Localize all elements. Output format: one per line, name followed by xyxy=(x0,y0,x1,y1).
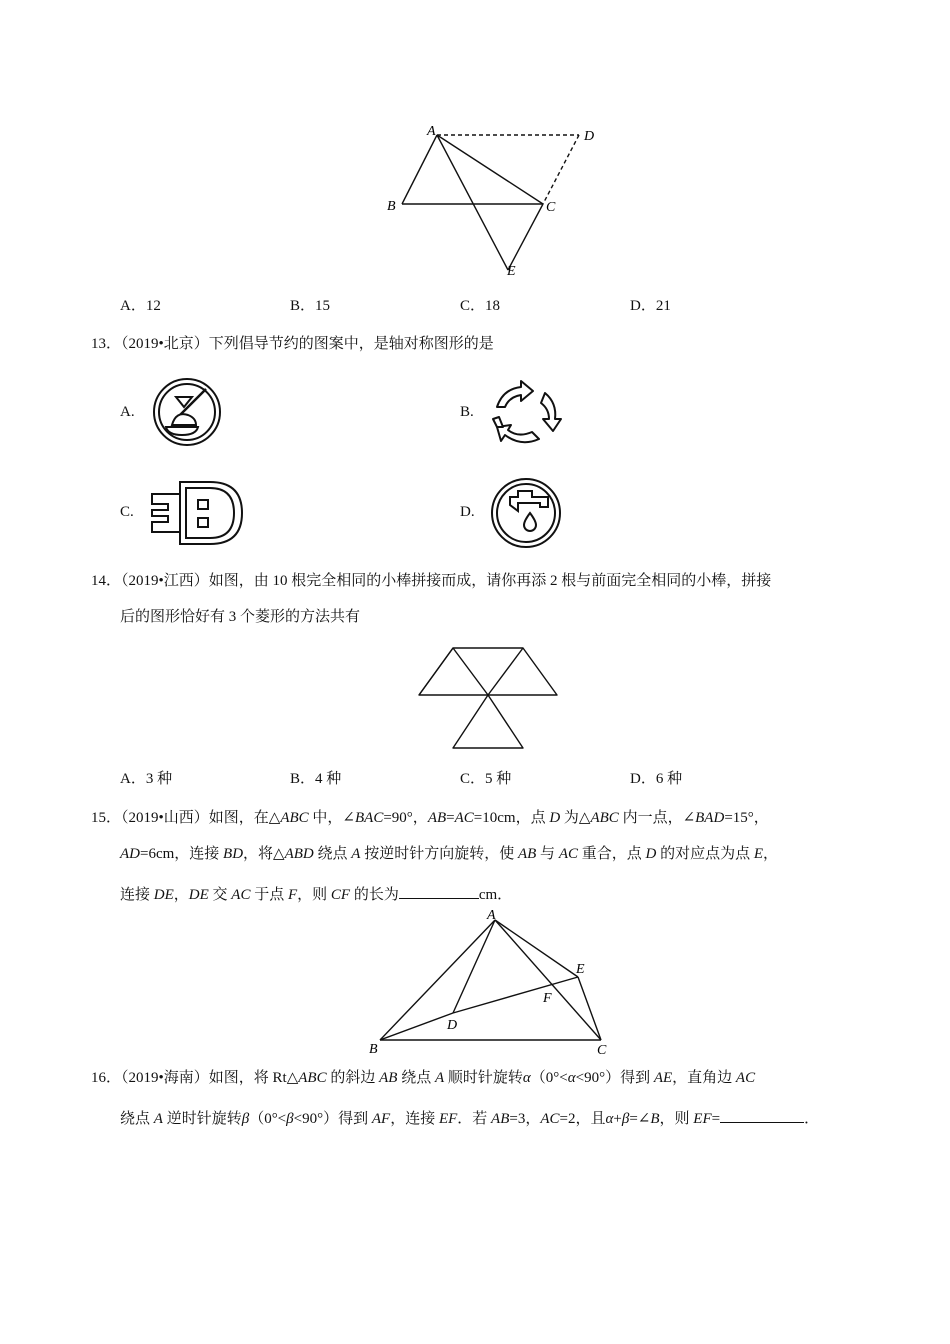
label-d: D xyxy=(447,1018,458,1033)
q15-number: 15． xyxy=(91,810,122,826)
label-d: D xyxy=(584,129,595,144)
label-b: B xyxy=(369,1042,378,1057)
q15-answer-blank[interactable] xyxy=(399,884,479,899)
q14-source: （2019•江西） xyxy=(121,573,209,589)
label-a: A xyxy=(427,124,436,139)
label-a: A xyxy=(487,908,496,923)
q16-line1: 16．（2019•海南）如图，将 Rt△ABC 的斜边 AB 绕点 A 顺时针旋转α（0°<α<90°）得到 AE，直角边 AC xyxy=(91,1070,756,1086)
q12-option-d[interactable]: D．21 xyxy=(630,298,671,314)
q13-option-d-label[interactable]: D. xyxy=(460,504,475,520)
q15-source: （2019•山西） xyxy=(121,810,209,826)
q14-line1: 14．（2019•江西）如图，由 10 根完全相同的小棒拼接而成，请你再添 2 根与前面完全相同的小棒，拼接 xyxy=(91,573,772,589)
q16-line2: 绕点 A 逆时针旋转β（0°<β<90°）得到 AF，连接 EF．若 AB=3，AC=2，且α+β=∠B，则 EF= ． xyxy=(120,1108,819,1127)
q13-text: 下列倡导节约的图案中，是轴对称图形的是 xyxy=(208,336,494,352)
q14-number: 14． xyxy=(91,573,122,589)
label-c: C xyxy=(546,200,556,215)
power-plug-icon xyxy=(150,478,250,548)
q14-option-d[interactable]: D．6 种 xyxy=(630,771,683,787)
label-c: C xyxy=(597,1043,607,1058)
q15-figure xyxy=(365,905,620,1060)
recycle-arrows-icon xyxy=(485,375,565,450)
label-e: E xyxy=(507,264,516,279)
q14-line2: 后的图形恰好有 3 个菱形的方法共有 xyxy=(120,609,361,625)
q13-option-b-label[interactable]: B. xyxy=(460,404,474,420)
label-f: F xyxy=(543,991,552,1006)
q13-number: 13． xyxy=(91,336,122,352)
q12-option-a[interactable]: A．12 xyxy=(120,298,161,314)
q14-option-b[interactable]: B．4 种 xyxy=(290,771,342,787)
q13-option-c-label[interactable]: C. xyxy=(120,504,134,520)
faucet-drop-icon xyxy=(488,475,564,551)
q12-option-c[interactable]: C．18 xyxy=(460,298,501,314)
q16-answer-blank[interactable] xyxy=(720,1108,804,1123)
q14-figure xyxy=(415,640,565,755)
q13-source: （2019•北京） xyxy=(121,336,209,352)
q15-line3: 连接 DE，DE 交 AC 于点 F，则 CF 的长为 cm． xyxy=(120,884,512,903)
q15-line1: 15．（2019•山西）如图，在△ABC 中，∠BAC=90°，AB=AC=10cm，点 D 为△ABC 内一点，∠BAD=15°， xyxy=(91,810,769,826)
q12-figure xyxy=(380,122,600,282)
q15-line2: AD=6cm，连接 BD，将△ABD 绕点 A 按逆时针方向旋转，使 AB 与 AC 重合，点 D 的对应点为点 E， xyxy=(120,846,779,862)
q14-option-c[interactable]: C．5 种 xyxy=(460,771,512,787)
q14-option-a[interactable]: A．3 种 xyxy=(120,771,173,787)
q16-source: （2019•海南） xyxy=(121,1070,209,1086)
q16-number: 16． xyxy=(91,1070,122,1086)
q13-option-a-label[interactable]: A. xyxy=(120,404,135,420)
label-b: B xyxy=(387,199,396,214)
q12-option-b[interactable]: B．15 xyxy=(290,298,331,314)
label-e: E xyxy=(576,962,585,977)
q13-stem xyxy=(91,337,494,352)
water-saving-icon xyxy=(150,375,225,450)
